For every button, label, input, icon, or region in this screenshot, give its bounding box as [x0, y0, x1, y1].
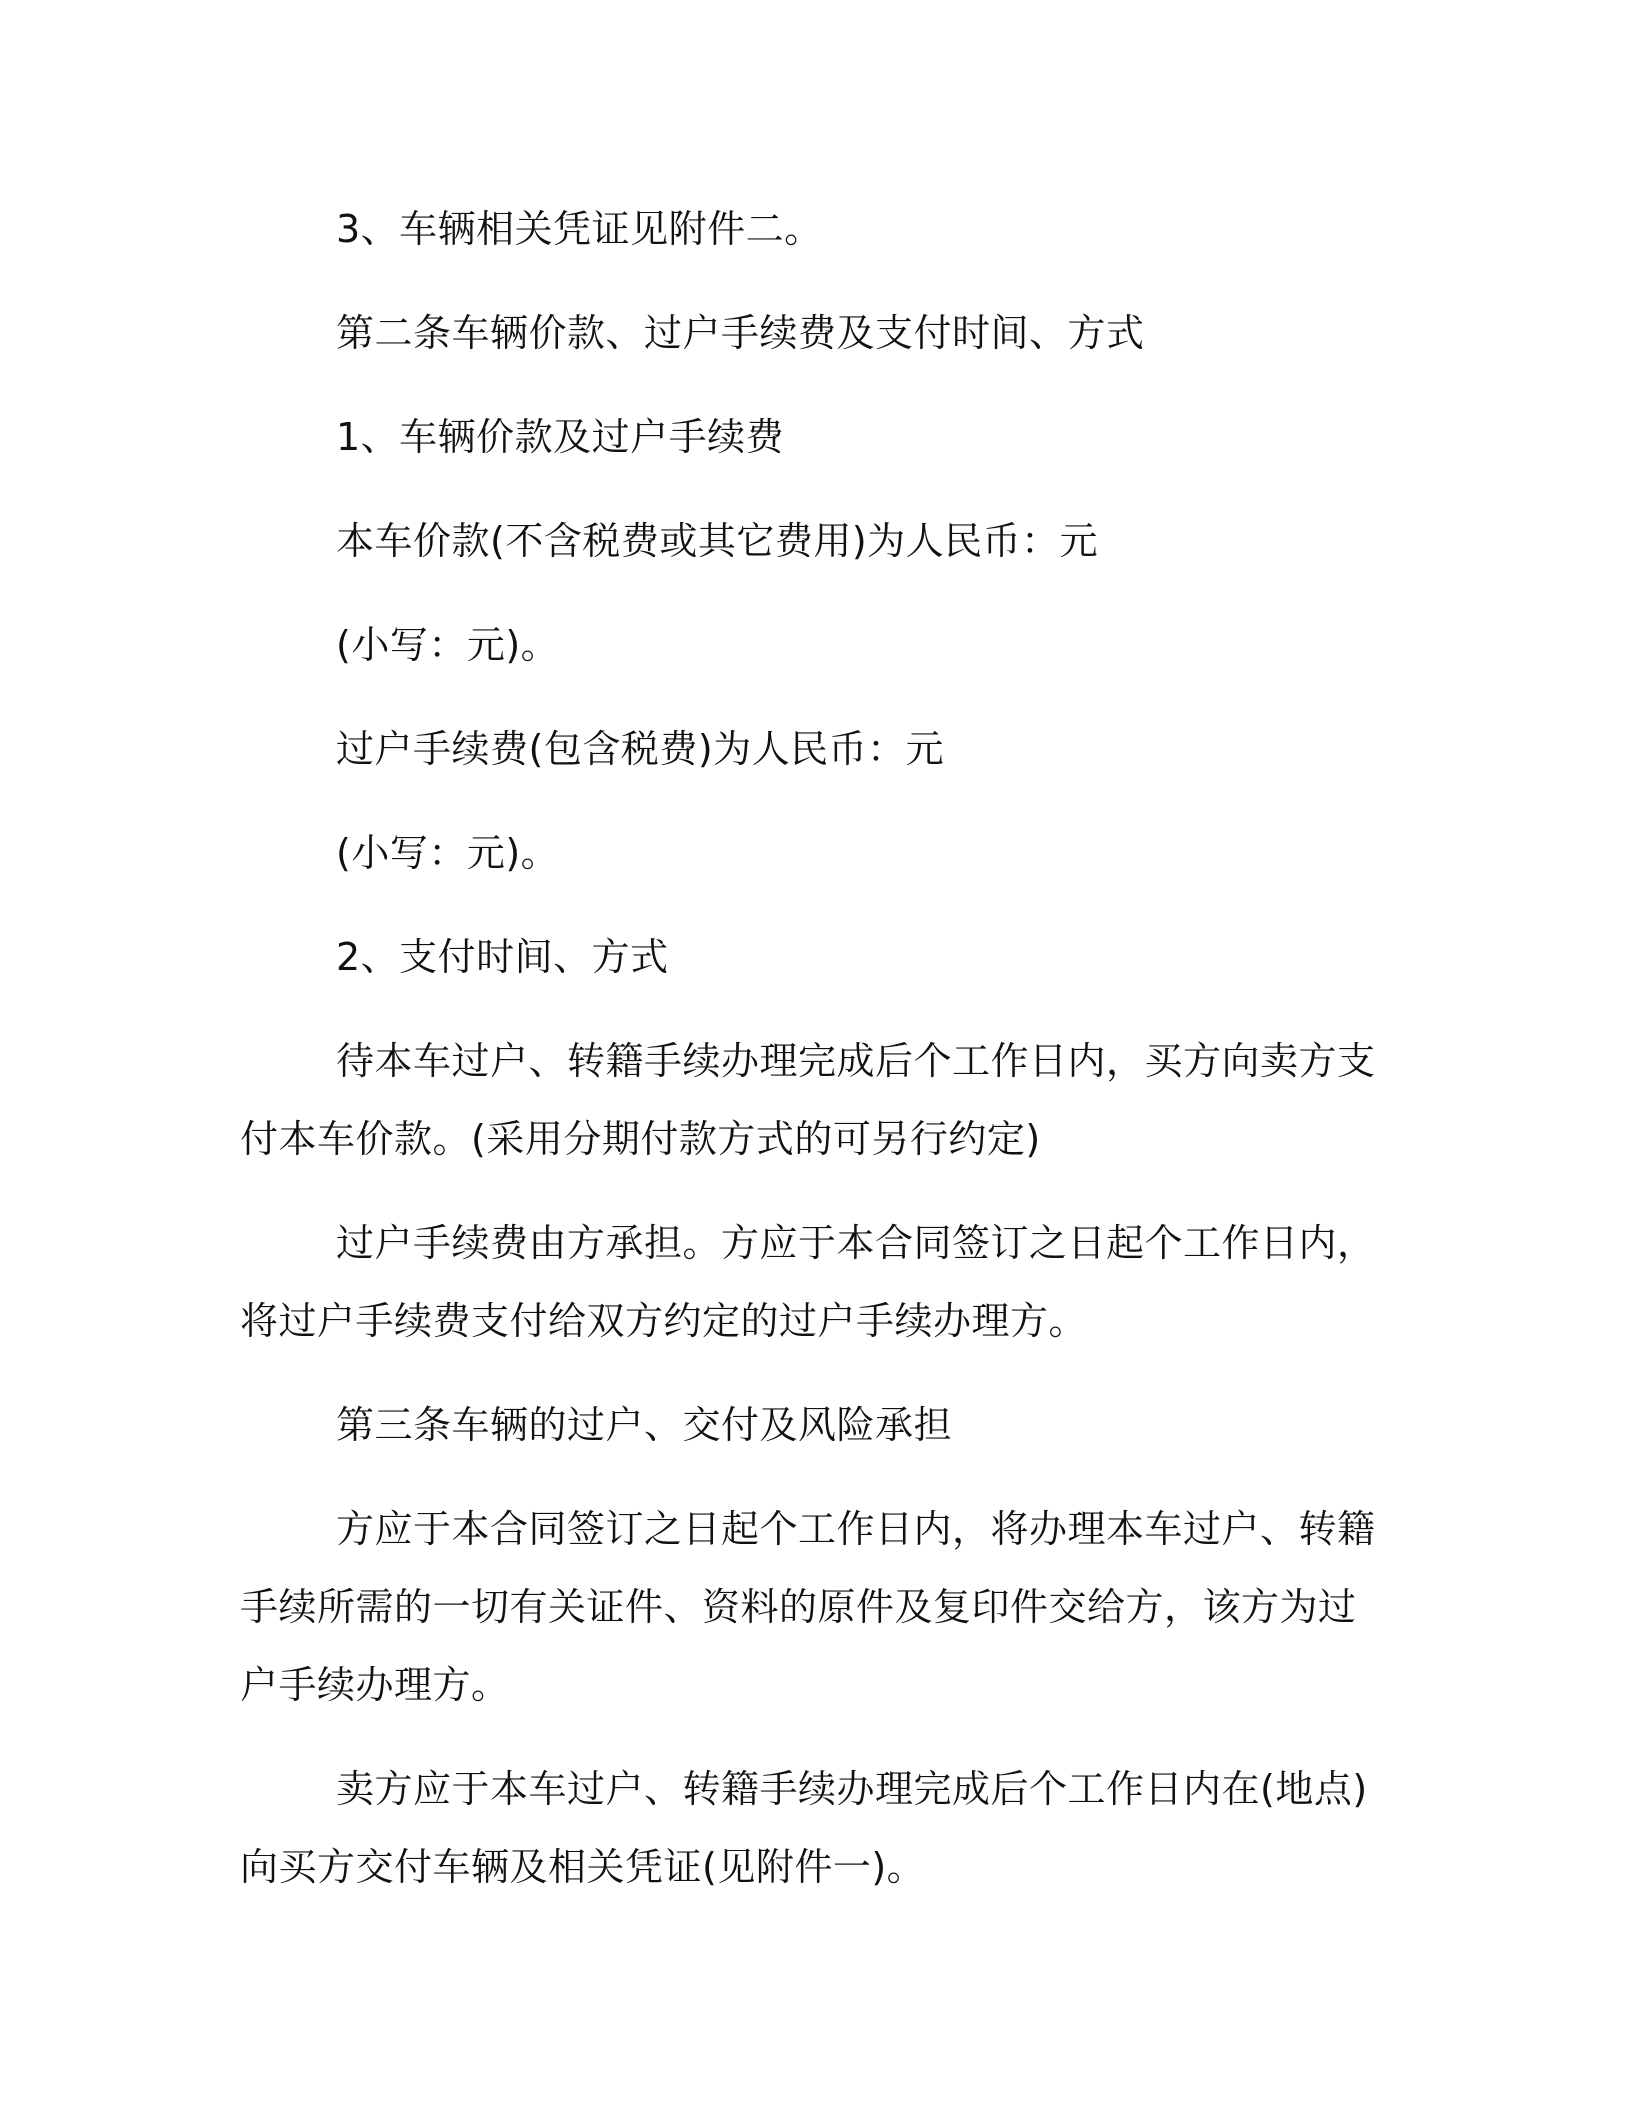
article-two-heading: 第二条车辆价款、过户手续费及支付时间、方式 — [336, 311, 1145, 355]
vehicle-price-line: 本车价款(不含税费或其它费用)为人民币：元 — [336, 519, 1099, 563]
document-body — [240, 190, 1385, 1932]
clause-line-certificates: 3、车辆相关凭证见附件二。 — [336, 207, 823, 251]
documents-handover-paragraph: 方应于本合同签订之日起个工作日内，将办理本车过户、转籍手续所需的一切有关证件、资料的原件及复印件交给方，该方为过户手续办理方。 — [240, 1507, 1376, 1707]
article-three-heading: 第三条车辆的过户、交付及风险承担 — [336, 1403, 953, 1447]
payment-method-heading: 2、支付时间、方式 — [336, 935, 669, 979]
vehicle-delivery-paragraph: 卖方应于本车过户、转籍手续办理完成后个工作日内在(地点)向买方交付车辆及相关凭证(见附件一)。 — [240, 1767, 1368, 1889]
fee-payment-paragraph: 过户手续费由方承担。方应于本合同签订之日起个工作日内，将过户手续费支付给双方约定的过户手续办理方。 — [240, 1221, 1376, 1343]
payment-paragraph: 待本车过户、转籍手续办理完成后个工作日内，买方向卖方支付本车价款。(采用分期付款方式的可另行约定) — [240, 1039, 1376, 1161]
item-price-and-fee: 1、车辆价款及过户手续费 — [336, 415, 785, 459]
vehicle-price-lowercase: (小写：元)。 — [336, 623, 560, 667]
transfer-fee-lowercase: (小写：元)。 — [336, 831, 560, 875]
transfer-fee-line: 过户手续费(包含税费)为人民币：元 — [336, 727, 945, 771]
